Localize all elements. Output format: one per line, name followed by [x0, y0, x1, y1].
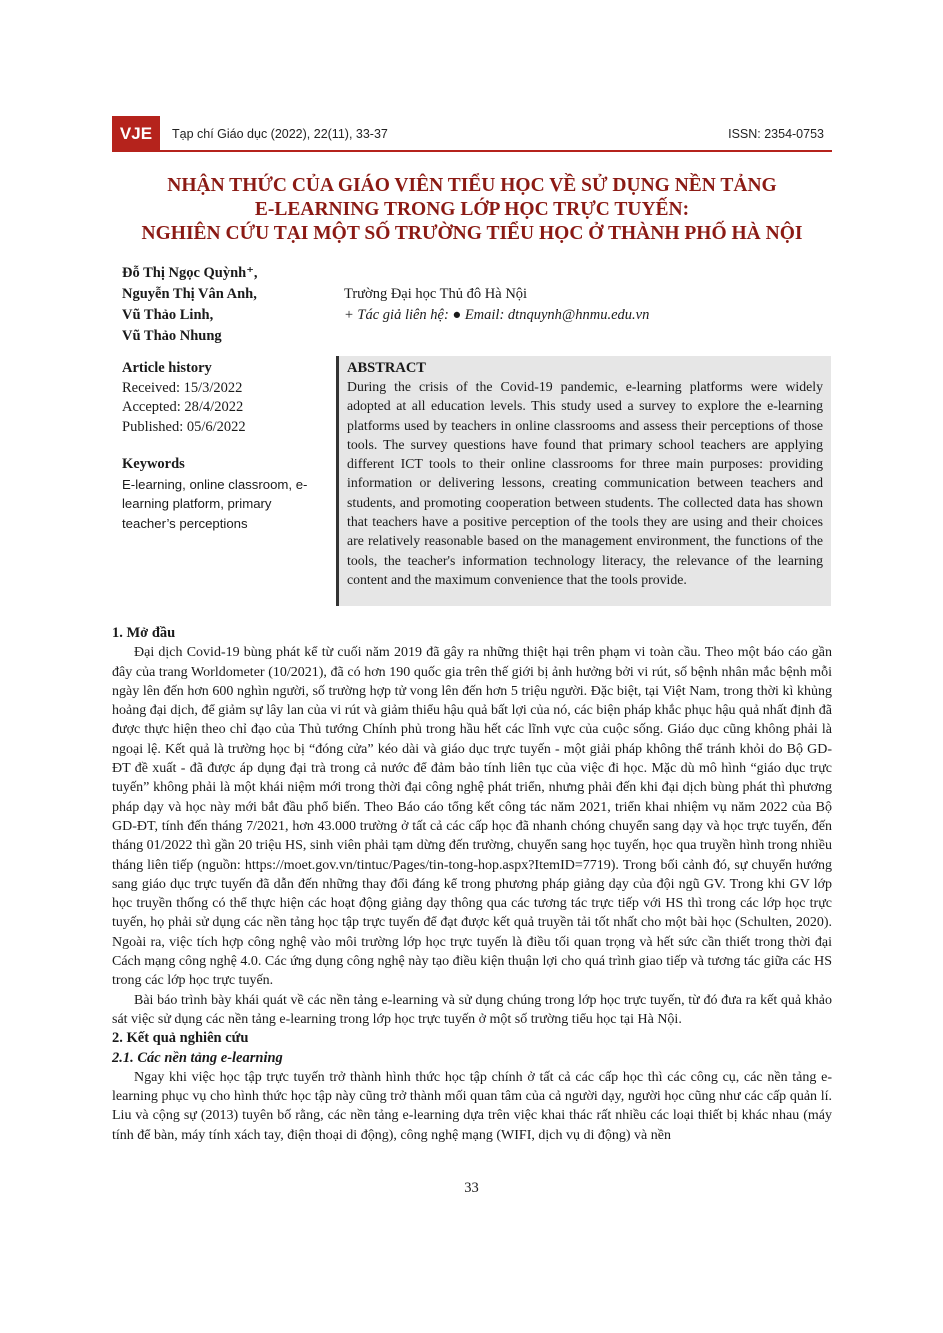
abstract-heading: ABSTRACT [347, 360, 426, 376]
author-name: Vũ Thảo Nhung [122, 328, 222, 344]
title-line: NGHIÊN CỨU TẠI MỘT SỐ TRƯỜNG TIỂU HỌC Ở THÀNH PHỐ HÀ NỘI [141, 223, 803, 244]
abstract-box [336, 356, 831, 606]
article-history [122, 359, 246, 437]
issn-label: ISSN: 2354-0753 [728, 127, 824, 141]
section-heading: 2. Kết quả nghiên cứu [112, 1030, 249, 1047]
subsection-heading: 2.1. Các nền tảng e-learning [112, 1049, 283, 1066]
body-paragraph: Bài báo trình bày khái quát về các nền tảng e-learning và sử dụng chúng trong lớp học trực tuyến, từ đó đưa ra kết quả khảo sát việc sử dụng các nền tảng e-learning trong lớp học trực tuyến ở một số trường tiểu học tại Hà Nội. [112, 992, 832, 1027]
keywords-block [122, 455, 322, 533]
page-number: 33 [464, 1180, 479, 1196]
keywords-text: E-learning, online classroom, e-learning platform, primary teacher’s perceptions [122, 476, 308, 531]
main-body [112, 624, 832, 1145]
journal-citation: Tạp chí Giáo dục (2022), 22(11), 33-37 [172, 127, 388, 141]
author-name: Đỗ Thị Ngọc Quỳnh⁺, [122, 265, 258, 281]
journal-header [112, 116, 832, 152]
author-name: Nguyễn Thị Vân Anh, [122, 286, 257, 302]
title-line: NHẬN THỨC CỦA GIÁO VIÊN TIỂU HỌC VỀ SỬ DỤNG NỀN TẢNG [167, 175, 777, 196]
received-date: Received: 15/3/2022 [122, 379, 243, 396]
corresponding-author-contact: + Tác giả liên hệ: ● Email: dtnquynh@hnmu.edu.vn [344, 307, 650, 323]
body-paragraph: Đại dịch Covid-19 bùng phát kể từ cuối năm 2019 đã gây ra những thiệt hại trên phạm vi toàn cầu. Theo một báo cáo gần đây của trang Worldometer (10/2021), đã có hơn 190 quốc gia trên thế giới bị ảnh hưởng bởi vi rút, số bệnh nhân mắc bệnh mỗi ngày lên đến hơn 600 nghìn người, số trường hợp tử vong lên đến hơn 5 triệu người. Đặc biệt, tại Việt Nam, trong thời kì khủng hoảng đại dịch, để giảm sự lây lan của vi rút và giảm thiểu hậu quả bất lợi của nó, các biện pháp khắc phục hậu quả nhất định đã được thực hiện theo chỉ đạo của Thủ tướng Chính phủ trong hầu hết các lĩnh vực của cuộc sống. Giáo dục cũng không phải là ngoại lệ. Kết quả là trường học bị “đóng cửa” kéo dài và giáo dục trực tuyến - một giải pháp không thể tránh khỏi do Bộ GD-ĐT đề xuất - đã được áp dụng đại trà trong cả nước để đảm bảo tính liên tục của việc đi học. Mặc dù mô hình “giáo dục trực tuyến” không phải là một khái niệm mới trong thời đại công nghệ phát triển, nhưng phải đến khi đại dịch bùng phát thì phương pháp dạy và học này mới bắt đầu phổ biến. Theo Báo cáo tổng kết công tác năm 2021, triển khai nhiệm vụ năm 2022 của Bộ GD-ĐT, tính đến tháng 7/2021, hơn 43.000 trường ở tất cả các cấp học đã nhanh chóng chuyển sang dạy và học trực tuyến, đến tháng 01/2022 thì gần 20 triệu HS, sinh viên phải tạm dừng đến trường, chuyển sang học tuyến, học qua truyền hình trong nhiều tháng liên tiếp (nguồn: https://moet.gov.vn/tintuc/Pages/tin-tong-hop.aspx?ItemID=7719). Trong bối cảnh đó, sự chuyển hướng sang giáo dục trực tuyến đã dẫn đến những thay đổi đáng kể trong phương pháp giảng dạy của đội ngũ GV. Trong khi GV lớp học truyền thống có thể thực hiện các hoạt động giảng dạy thông qua các tương tác trực tiếp với HS thì trong các lớp học trực tuyến, họ phải sử dụng các nền tảng học tập trực tuyến để đạt được kết quả truyền tải tốt nhất cho một bài học (Schulten, 2020). Ngoài ra, việc tích hợp công nghệ vào môi trường lớp học trực tuyến là điều tối quan trọng và hết sức cần thiết trong thời đại Cách mạng công nghệ 4.0. Các ứng dụng công nghệ này tạo điều kiện thuận lợi cho quá trình giao tiếp và tương tác giữa các HS trong các lớp học trực tuyến. [112, 645, 832, 989]
author-list [122, 263, 258, 347]
published-date: Published: 05/6/2022 [122, 418, 246, 435]
keywords-heading: Keywords [122, 456, 185, 472]
paper-title [112, 174, 832, 246]
accepted-date: Accepted: 28/4/2022 [122, 399, 244, 415]
journal-logo: VJE [112, 116, 160, 152]
affiliation-block [344, 284, 649, 326]
abstract-text: During the crisis of the Covid-19 pandemic, e-learning platforms were widely adopted at all education levels. This study used a survey to explore the e-learning platforms used by teachers in online classrooms and assess their perceptions of those tools. The survey questions have found that primary school teachers are applying different ICT tools to their online classrooms for three main purposes: providing information or delivering lessons, creating communication between teachers and students, and promoting cooperation between students. The collected data has shown that teachers have a positive perception of the tools they are using and their choices are relatively reasonable based on the management environment, the functions of the tools, the teacher's information technology literacy, the relevance of the learning content and the maximum convenience that the tools provide. [347, 379, 823, 587]
article-history-heading: Article history [122, 360, 212, 376]
header-rule [112, 150, 832, 152]
title-line: E-LEARNING TRONG LỚP HỌC TRỰC TUYẾN: [254, 199, 690, 220]
affiliation-institution: Trường Đại học Thủ đô Hà Nội [344, 286, 528, 302]
author-name: Vũ Thảo Linh, [122, 307, 214, 323]
section-heading: 1. Mở đầu [112, 625, 176, 641]
body-paragraph: Ngay khi việc học tập trực tuyến trở thành hình thức học tập chính ở tất cả các cấp học thì các công cụ, các nền tảng e-learning phục vụ cho hình thức học tập này cũng trở thành mối quan tâm của cả người dạy, người học cũng như các cấp quản lí. Liu và cộng sự (2013) tuyên bố rằng, các nền tảng e-learning dựa trên việc khai thác rất nhiều các loại thiết bị khác nhau (máy tính để bàn, máy tính xách tay, điện thoại di động), công nghệ mạng (WIFI, dịch vụ di động) và nền [112, 1069, 832, 1143]
